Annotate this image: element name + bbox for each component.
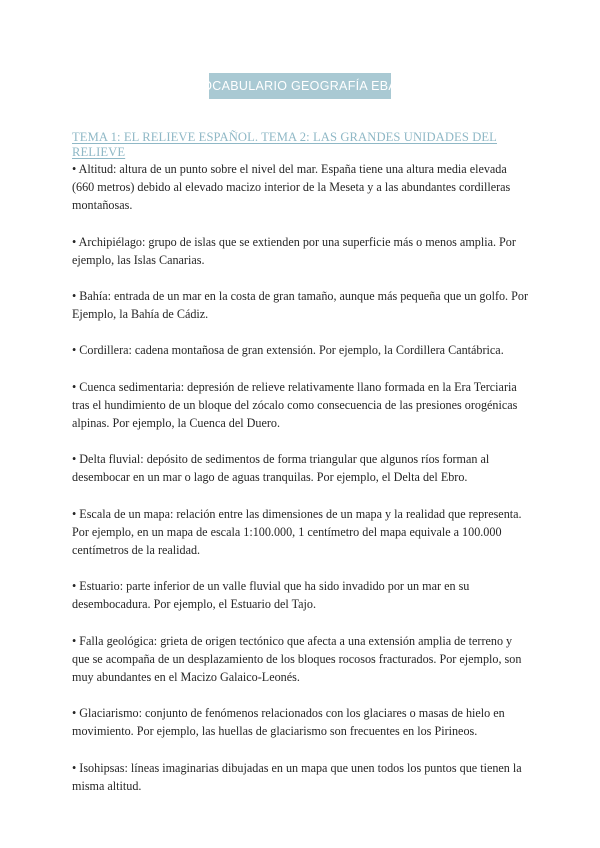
title-banner	[189, 73, 411, 99]
document-title: -VOCABULARIO GEOGRAFÍA EBAU-	[189, 79, 411, 93]
entry-estuario: • Estuario: parte inferior de un valle fluvial que ha sido invadido por un mar en su desembocadura. Por ejemplo, el Estuario del Tajo.	[72, 579, 470, 612]
entry-delta-fluvial: • Delta fluvial: depósito de sedimentos de forma triangular que algunos ríos forman al desembocar en un mar o lago de aguas tranquilas. Por ejemplo, el Delta del Ebro.	[72, 452, 490, 485]
entry-cuenca-sedimentaria: • Cuenca sedimentaria: depresión de relieve relativamente llano formada en la Era Terciaria tras el hundimiento de un bloque del zócalo como consecuencia de las presiones orogénicas alpinas. Por ejemplo, la Cuenca del Duero.	[72, 379, 518, 431]
vocabulary-list	[72, 160, 532, 813]
section-heading: TEMA 1: EL RELIEVE ESPAÑOL. TEMA 2: LAS GRANDES UNIDADES DEL RELIEVE	[72, 130, 497, 159]
entry-escala-mapa: • Escala de un mapa: relación entre las dimensiones de un mapa y la realidad que representa. Por ejemplo, en un mapa de escala 1:100.000, 1 centímetro del mapa equivale a 100.000 centímetros de la realidad.	[72, 506, 522, 558]
entry-cordillera: • Cordillera: cadena montañosa de gran extensión. Por ejemplo, la Cordillera Cantábrica.	[72, 343, 504, 358]
entry-isohipsas: • Isohipsas: líneas imaginarias dibujadas en un mapa que unen todos los puntos que tienen la misma altitud.	[72, 760, 522, 793]
entry-bahia: • Bahía: entrada de un mar en la costa de gran tamaño, aunque más pequeña que un golfo. Por Ejemplo, la Bahía de Cádiz.	[72, 289, 528, 322]
entry-archipielago: • Archipiélago: grupo de islas que se extienden por una superficie más o menos amplia. Por ejemplo, las Islas Canarias.	[72, 234, 516, 267]
entry-altitud: • Altitud: altura de un punto sobre el nivel del mar. España tiene una altura media elevada (660 metros) debido al elevado macizo interior de la Meseta y a las abundantes cordilleras montañosas.	[72, 162, 511, 213]
entry-glaciarismo: • Glaciarismo: conjunto de fenómenos relacionados con los glaciares o masas de hielo en movimiento. Por ejemplo, las huellas de glaciarismo son frecuentes en los Pirineos.	[72, 706, 505, 739]
entry-falla-geologica: • Falla geológica: grieta de origen tectónico que afecta a una extensión amplia de terreno y que se acompaña de un desplazamiento de los bloques rocosos fracturados. Por ejemplo, son muy abundantes en el Macizo Galaico-Leonés.	[72, 633, 522, 685]
